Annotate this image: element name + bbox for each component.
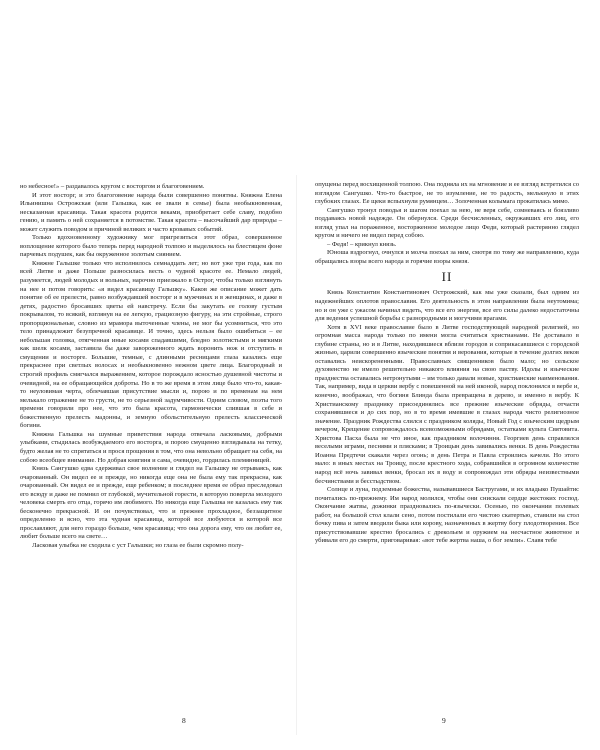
paragraph: Юноша вздрогнул, очнулся и молча поехал за ним, смотря по тому же направлению, куда обращались взоры всего народа и горячие взоры князя.: [315, 249, 579, 265]
paragraph: Княжне Гальшке только что исполнилось семнадцать лет; но вот уже три года, как по всей Литве и даже Польше разносилась весть о чудной красоте ее. Немало людей, разумеется, людей молодых и вольных, нарочно приезжало в Острог, чтобы только взглянуть на нее и потом говорить: «я видел красавицу Гальшку». Каков же описание может дать понятие об ее прелести, равно возбуждавшей восторг и в мужчинах и в женщинах, и даже в детях, радостно бросавших цветы ей навстречу. Если бы закутать ее голову густым покрывалом, то всякий, взглянув на ее легкую, грациозную фигуру, на эти стройные, строго пропорциональные, словно из мрамора выточенные члены, не мог бы усомниться, что это тело принадлежит безупречной красавице. И точно, здесь нельзя было ошибиться – ее небольшая головка, отягченная иные косами спадавшими, бледно золотистыми и мягкими как шелк косами, заставила бы даже завороженного ждать воронить нож и отступить в смущении и восторге. Большие, темные, с длинными ресницами глаза казались еще прекраснее при светлых волосах и необыкновенно нежном цвете лица. Благородный и строгий профиль смягчался выражением, которое порождало ясностью душевной чистоты и очевидной, на ее обращающейся доброты. Но в то же время в этом лице было что-то, какая-то неуловимая черта, облечавшая присутствие мысли и, порою и по временам на нем мелькало отражение не то грусти, не то серьезной задумчивости. Одним словом, поэты того времени говорили про нее, что это была красота, гармонически слившая в себе и божественную прелесть мадонны, и земную обольстительную прелесть классической богини.: [20, 259, 282, 430]
paragraph: Сангушко тронул поводья и шагом поехал за нею, не веря себе, сомневаясь и боязливо поддаваясь новой надежде. Он обернулся. Среди бесчисленных, окружавших его лиц, его взгляд упал на пораженное, восторженное молодое лицо Феди, который растерянно глядел кругом и ничего не видел перед собою.: [315, 206, 579, 240]
left-page-text: [20, 183, 282, 551]
paragraph: Княжна Гальшка на шумные приветствия народа отвечала ласковыми, добрыми улыбками, стыдилась возбуждаемого его восторга, и порою смущенно взглядывала на тетку, будто желая не то спрятаться и прося прощения в том, что она невольно обращает на себя, на собою всеобщее внимание. Но добрая княгиня и сама, очевидно, гордилась племянницей.: [20, 430, 282, 464]
right-page-text: [315, 181, 579, 546]
paragraph: Князь Сангушко едва сдерживал свое волнение и глядел на Гальшку не отрываясь, как очарованный. Он видел ее и прежде, но никогда еще она не была ему так прекрасна, как очарованный. Он видел ее и прежде, еще ребенком; в последнее время ее образ преследовал его всюду и даже не помнил от глубокой, мучительной горести, в которую повергла молодого человека смерть его отца, горячо им любимого. Но никогда еще Гальшка не казалась ему так бесконечно прекрасной. И он почувствовал, что и прежнее прохладное, беззащитное определенно и ясно, что эта чудная красавица, которой все любуются и которой все прославляют, для него гораздо больше, чем красавица; что она дорога ему, что он любит ее, любит больше всего на свете…: [20, 465, 282, 541]
paragraph: Только вдохновенному художнику мог пригрезиться этот образ, совершенное воплощение которого было теперь перед народной толпою и выделялось на блестящем фоне парчевых подушек, как бы окруженное золотым сиянием.: [20, 234, 282, 259]
section-number: II: [441, 269, 453, 285]
paragraph: Солнце и луна, подземные божества, называвшиеся Бастругами, и их владыко Пушайтис почитались по-прежнему. Им народ молился, чтобы они снискали сердце жестоких господ. Окончание жатвы, дожинки праздновались по-язычески. Осенью, по окончании полевых работ, на большой стол клали сено, потом постилали его чистою скатертью, ставили на стол бочку пива и затем вводили быка или корову, назначенных в жертву богу плодотворения. Все присутствовавшие крестно бросались с дрекольем и оружием на несчастное животное и убивали его до смерти, приговаривая: «вот тебе жертва наша, о бог земли». Славя тебе: [315, 486, 579, 545]
page-gutter: [296, 175, 297, 735]
right-page-number: 9: [442, 716, 446, 725]
paragraph: И этот восторг, и это благоговение народа были совершенно понятны. Княжна Елена Ильинишна Острожская (или Гальшка, как ее звали в семье) была необыкновенная, несказанная красавица. Такая красота родится веками, приобретает себе славу, подобно гению, и память о ней сохраняется в потомстве. Такая красота – высочайший дар природы – может служить поводом и причиной великих и часто кровавых событий.: [20, 191, 282, 233]
paragraph: опущены перед восхищенной толпою. Она подняла их на мгновение и ее взгляд встретился со взглядом Сангушко. Что-то быстрое, не то изумление, не то радость, мелькнуло в этих глубоких глазах. Ее щеки вспыхнули румянцем… Золоченная колымага прокатилась мимо.: [315, 181, 579, 206]
left-page-number: 8: [182, 716, 186, 725]
paragraph: Ласковая улыбка не сходила с уст Гальшки; но глаза ее были скромно полу-: [32, 541, 244, 549]
paragraph: Князь Константин Константинович Острожский, как мы уже сказали, был одним из надежнейших оплотов православия. Его деятельность в этом направлении была неутомима; но и он уже с ужасом начинал видеть, что все его энергия, все его силы далеко недостаточны для ведения успешной борьбы с разнородными и могучими врагами.: [315, 289, 579, 323]
paragraph: – Федя! – крикнул князь.: [327, 240, 397, 248]
paragraph: но небесное!» – раздавалось кругом с восторгом и благоговением.: [20, 183, 205, 190]
paragraph: Хотя в XVI веке православие было в Литве господствующей народной религией, но огромная масса народа только по имени могла считаться христианами. Не доставало в глубине страны, но и в Литве, находившиеся вблизи городов и соприкасавшиеся с городской жизнью, царили совершенно языческие понятия и верования, которые в течение долгих веков оставались неискорененными. Православных священников было мало; но сельское духовенство не имело решительно никакого влияния на свою паству. Идолы и языческие празднества оставались нетронутыми – им только давали новые, христианские наименования. Так, например, вида в церкви вербу с повешенной на ней иконой, народ поклонялся в вербе и, конечно, воображал, что богиня Блинда была превращена в дерево, и именно в вербу. К Христианскому празднику присоединялись все прежние языческие обряды, отчасти сохранявшиеся и до сих пор, но в то время имевшие в глазах народа чисто религиозное значение. Праздник Рождества слился с праздником коляды, Новый Год с языческим щедрым вечером, Крещение сопровождалось всевозможными обрядами, остатками культа Святовита. Христова Пасха была не что иное, как праздником волочиння. Георгиев день справлялся веселыми играми, песнями и плясками; в Троицын день завивались венки. В день Рождества Иоанна Предтечи скакали через огонь; в день Петра и Павла строились качели. Но этого мало: в иных местах на Троицу, после крестного хода, собравшийся в огромном количестве народ всё ночь завивал венки, бросал их в воду и сопровождал эти обряды неизвестными бесчинствами и бесстыдством.: [315, 323, 579, 485]
